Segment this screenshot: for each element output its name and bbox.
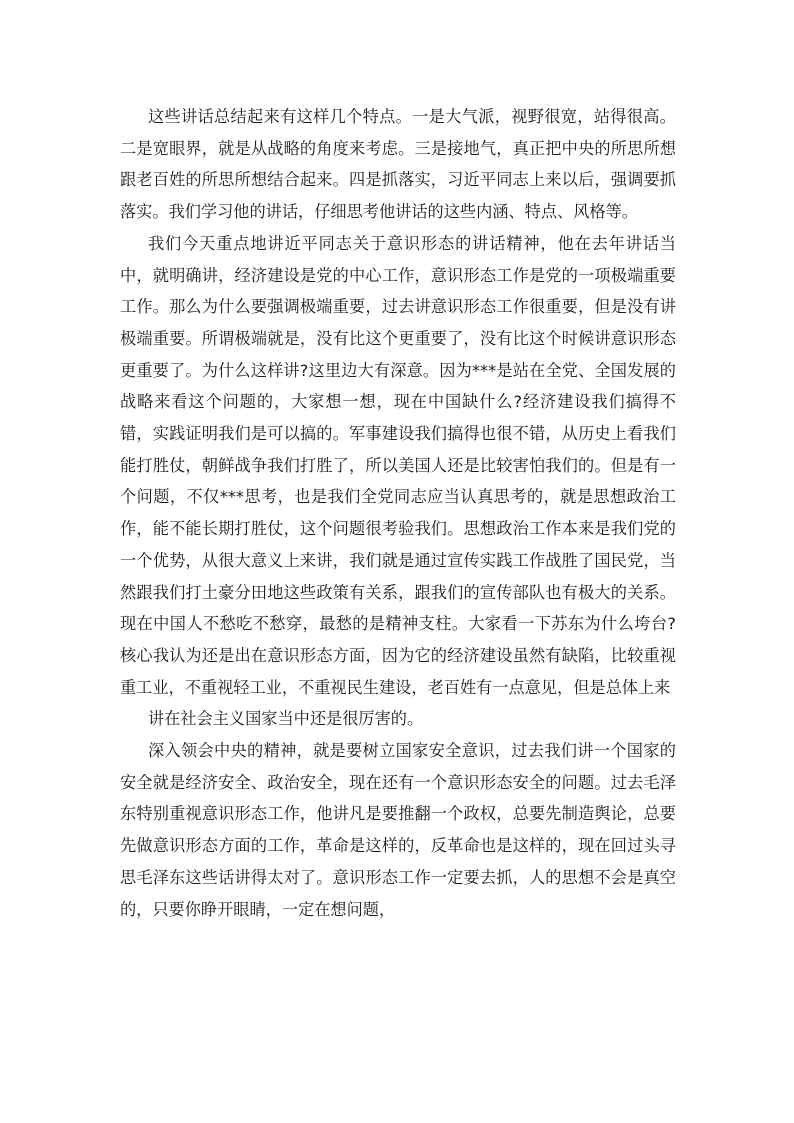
paragraph-4: 深入领会中央的精神，就是要树立国家安全意识，过去我们讲一个国家的安全就是经济安全、政治安全，现在还有一个意识形态安全的问题。过去毛泽东特别重视意识形态工作，他讲凡是要推翻一个政权，总要先制造舆论，总要先做意识形态方面的工作，革命是这样的，反革命也是这样的，现在回过头寻思毛泽东这些话讲得太对了。意识形态工作一定要去抓，人的思想不会是真空的，只要你睁开眼睛，一定在想问题，: [120, 741, 676, 919]
paragraph-3: 讲在社会主义国家当中还是很厉害的。: [148, 709, 424, 729]
paragraph-2: 我们今天重点地讲近平同志关于意识形态的讲话精神，他在去年讲话当中，就明确讲，经济建设是党的中心工作，意识形态工作是党的一项极端重要工作。那么为什么要强调极端重要，过去讲意识形态工作很重要，但是没有讲极端重要。所谓极端就是，没有比这个更重要了，没有比这个时候讲意识形态更重要了。为什么这样讲?这里边大有深意。因为***是站在全党、全国发展的战略来看这个问题的，大家想一想，现在中国缺什么?经济建设我们搞得不错，实践证明我们是可以搞的。军事建设我们搞得也很不错，从历史上看我们能打胜仗，朝鲜战争我们打胜了，所以美国人还是比较害怕我们的。但是有一个问题，不仅***思考，也是我们全党同志应当认真思考的，就是思想政治工作，能不能长期打胜仗，这个问题很考验我们。思想政治工作本来是我们党的一个优势，从很大意义上来讲，我们就是通过宣传实践工作战胜了国民党，当然跟我们打土豪分田地这些政策有关系，跟我们的宣传部队也有极大的关系。现在中国人不愁吃不愁穿，最愁的是精神支柱。大家看一下苏东为什么垮台?核心我认为还是出在意识形态方面，因为它的经济建设虽然有缺陷，比较重视重工业，不重视轻工业，不重视民生建设，老百姓有一点意见，但是总体上来: [120, 233, 676, 697]
paragraph-1: 这些讲话总结起来有这样几个特点。一是大气派，视野很宽，站得很高。二是宽眼界，就是从战略的角度来考虑。三是接地气，真正把中央的所思所想跟老百姓的所思所想结合起来。四是抓落实，习近平同志上来以后，强调要抓落实。我们学习他的讲话，仔细思考他讲话的这些内涵、特点、风格等。: [120, 107, 676, 222]
document-body: [120, 101, 676, 925]
